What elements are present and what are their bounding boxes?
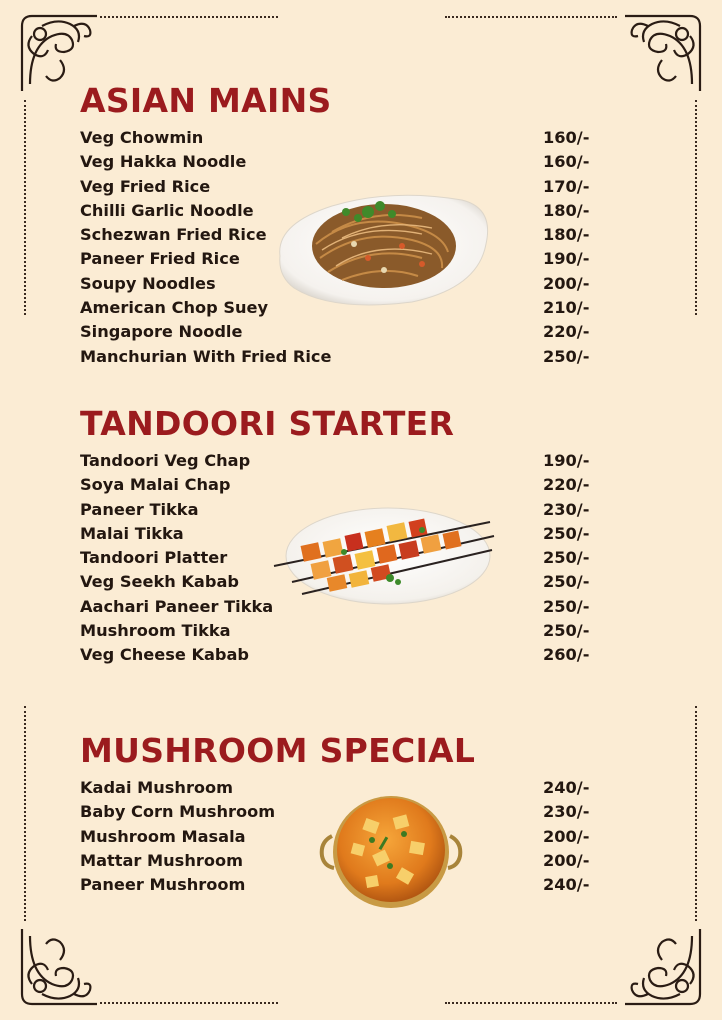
- item-price: 180/-: [543, 200, 590, 220]
- item-name: Baby Corn Mushroom: [80, 802, 276, 822]
- noodle-plate-image: [272, 184, 494, 314]
- item-name: Manchurian With Fried Rice: [80, 346, 332, 366]
- item-name: Mattar Mushroom: [80, 850, 243, 870]
- item-price: 230/-: [543, 499, 590, 519]
- item-name: Tandoori Veg Chap: [80, 451, 251, 470]
- border-left-bottom: [24, 706, 26, 921]
- ornament-corner-icon: [12, 924, 102, 1014]
- item-price: 190/-: [543, 451, 590, 470]
- border-bottom-right: [445, 1002, 617, 1004]
- item-price: 250/-: [543, 572, 590, 592]
- item-name: Malai Tikka: [80, 523, 184, 543]
- item-name: Soya Malai Chap: [80, 475, 231, 495]
- item-name: Soupy Noodles: [80, 273, 216, 293]
- item-price: 220/-: [543, 322, 590, 342]
- menu-item: [80, 320, 600, 344]
- item-price: 230/-: [543, 802, 590, 822]
- item-price: 240/-: [543, 778, 590, 797]
- item-name: Paneer Tikka: [80, 499, 199, 519]
- menu-item: [80, 643, 600, 667]
- menu-item: [80, 449, 600, 473]
- item-price: 250/-: [543, 523, 590, 543]
- item-price: 250/-: [543, 346, 590, 366]
- item-price: 250/-: [543, 596, 590, 616]
- item-price: 190/-: [543, 249, 590, 269]
- curry-bowl-image: [318, 790, 464, 918]
- section-title: TANDOORI STARTER: [80, 404, 455, 443]
- tikka-skewer-plate-image: [272, 500, 496, 614]
- item-price: 160/-: [543, 128, 590, 147]
- menu-item: [80, 126, 600, 150]
- item-name: Chilli Garlic Noodle: [80, 200, 254, 220]
- item-price: 200/-: [543, 273, 590, 293]
- border-top-left: [100, 16, 278, 18]
- item-name: Tandoori Platter: [80, 548, 228, 568]
- item-price: 180/-: [543, 225, 590, 245]
- item-price: 250/-: [543, 621, 590, 641]
- item-price: 200/-: [543, 826, 590, 846]
- item-price: 200/-: [543, 850, 590, 870]
- menu-item: [80, 150, 600, 174]
- item-price: 160/-: [543, 152, 590, 172]
- menu-item: [80, 345, 600, 369]
- item-name: American Chop Suey: [80, 298, 269, 318]
- ornament-corner-icon: [620, 924, 710, 1014]
- item-price: 250/-: [543, 548, 590, 568]
- item-name: Veg Chowmin: [80, 128, 204, 147]
- item-name: Veg Fried Rice: [80, 176, 211, 196]
- item-name: Singapore Noodle: [80, 322, 243, 342]
- item-name: Veg Seekh Kabab: [80, 572, 239, 592]
- item-name: Veg Hakka Noodle: [80, 152, 247, 172]
- item-price: 170/-: [543, 176, 590, 196]
- border-right-top: [695, 100, 697, 315]
- item-name: Veg Cheese Kabab: [80, 645, 250, 665]
- item-name: Schezwan Fried Rice: [80, 225, 267, 245]
- border-right-bottom: [695, 706, 697, 921]
- item-name: Aachari Paneer Tikka: [80, 596, 274, 616]
- item-name: Mushroom Masala: [80, 826, 246, 846]
- menu-item: [80, 619, 600, 643]
- border-bottom-left: [100, 1002, 278, 1004]
- item-price: 260/-: [543, 645, 590, 665]
- section-title: MUSHROOM SPECIAL: [80, 731, 476, 770]
- menu-item: [80, 473, 600, 497]
- item-name: Paneer Fried Rice: [80, 249, 240, 269]
- item-name: Paneer Mushroom: [80, 875, 246, 895]
- item-price: 240/-: [543, 875, 590, 895]
- item-price: 220/-: [543, 475, 590, 495]
- section-title: ASIAN MAINS: [80, 81, 332, 120]
- border-left-top: [24, 100, 26, 315]
- item-name: Mushroom Tikka: [80, 621, 231, 641]
- item-name: Kadai Mushroom: [80, 778, 234, 797]
- border-top-right: [445, 16, 617, 18]
- item-price: 210/-: [543, 298, 590, 318]
- ornament-corner-icon: [620, 6, 710, 96]
